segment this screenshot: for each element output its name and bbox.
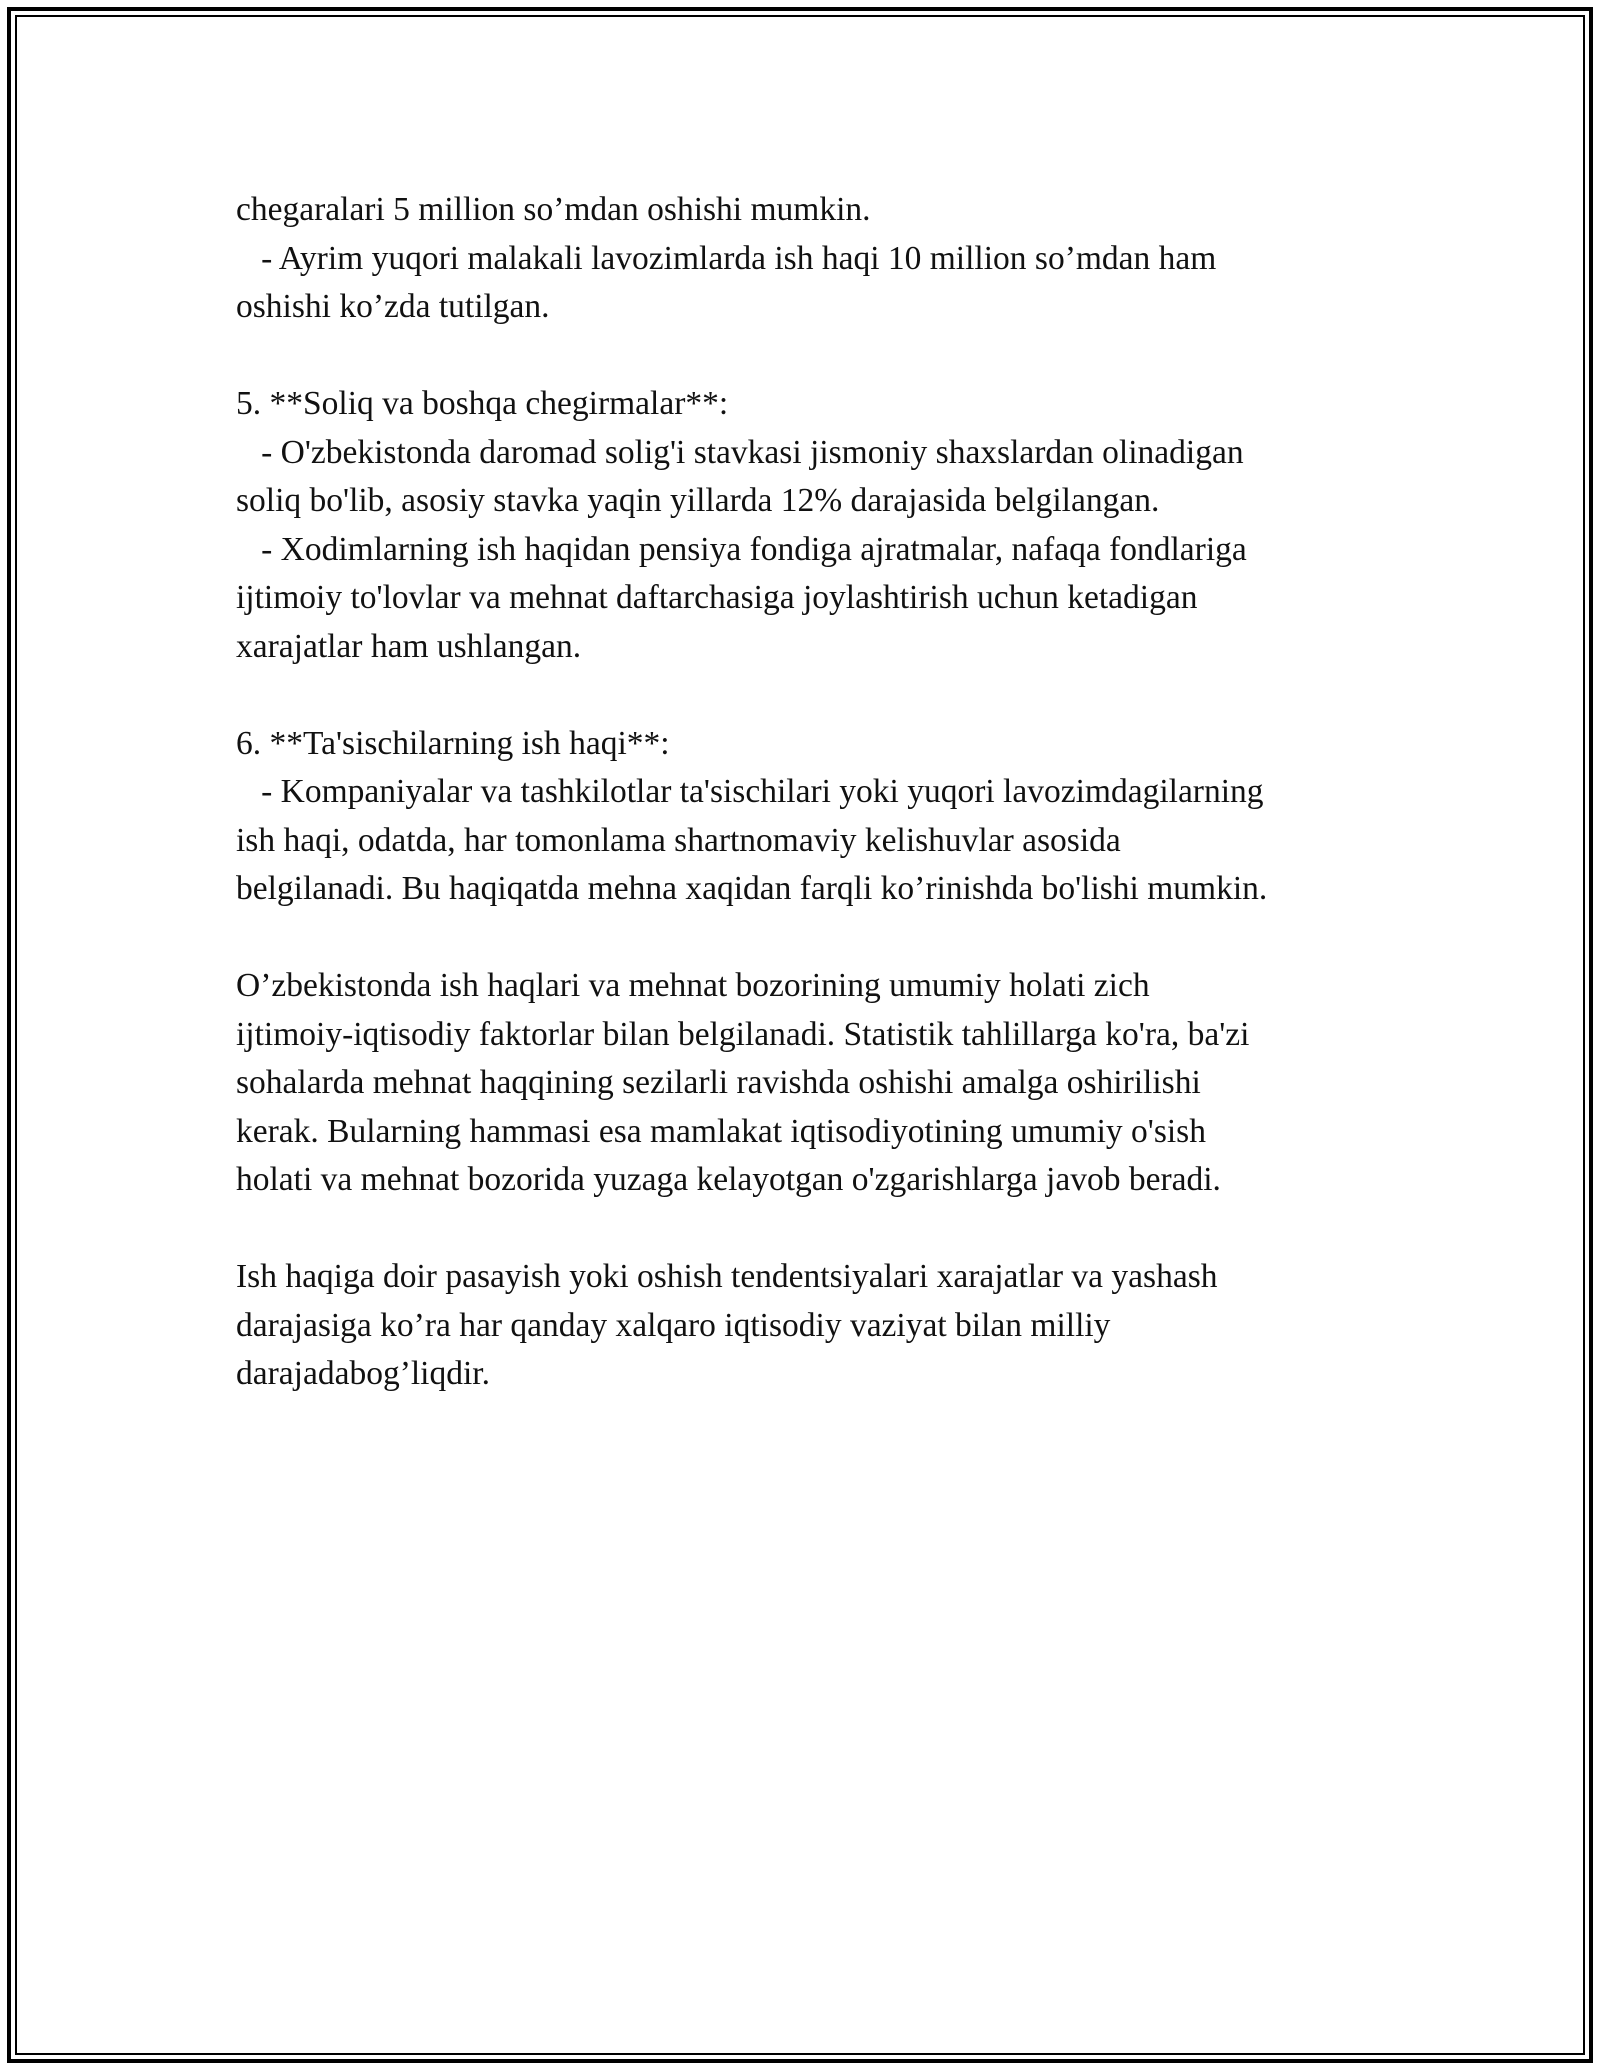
text-line: kerak. Bularning hammasi esa mamlakat iqtisodiyotining umumiy o'sish [236, 1112, 1206, 1150]
text-line: - Kompaniyalar va tashkilotlar ta'sischilari yoki yuqori lavozimdagilarning [236, 773, 1264, 810]
document-body [236, 186, 1386, 1399]
text-line: - Ayrim yuqori malakali lavozimlarda ish haqi 10 million so’mdan ham [236, 239, 1217, 277]
text-line: Ish haqiga doir pasayish yoki oshish tendentsiyalari xarajatlar va yashash [236, 1258, 1218, 1295]
text-line: xarajatlar ham ushlangan. [236, 627, 582, 665]
text-line: oshishi ko’zda tutilgan. [236, 288, 550, 325]
text-line: darajasiga ko’ra har qanday xalqaro iqtisodiy vaziyat bilan milliy [236, 1306, 1111, 1344]
text-line: ijtimoiy to'lovlar va mehnat daftarchasiga joylashtirish uchun ketadigan [236, 579, 1198, 616]
blank-line [236, 1205, 1386, 1254]
text-line: O’zbekistonda ish haqlari va mehnat bozorining umumiy holati zich [236, 967, 1150, 1004]
text-line: darajadabog’liqdir. [236, 1355, 490, 1392]
text-line: ijtimoiy-iqtisodiy faktorlar bilan belgilanadi. Statistik tahlillarga ko'ra, ba'zi [236, 1015, 1250, 1053]
blank-line [236, 332, 1386, 381]
blank-line [236, 914, 1386, 963]
text-line: ish haqi, odatda, har tomonlama shartnomaviy kelishuvlar asosida [236, 821, 1121, 859]
text-line: holati va mehnat bozorida yuzaga kelayotgan o'zgarishlarga javob beradi. [236, 1161, 1221, 1198]
text-line: sohalarda mehnat haqqining sezilarli ravishda oshishi amalga oshirilishi [236, 1064, 1201, 1101]
text-line: soliq bo'lib, asosiy stavka yaqin yillarda 12% darajasida belgilangan. [236, 482, 1160, 519]
text-line: - Xodimlarning ish haqidan pensiya fondiga ajratmalar, nafaqa fondlariga [236, 530, 1247, 568]
section-heading: 6. **Ta'sischilarning ish haqi**: [236, 724, 670, 762]
text-line: belgilanadi. Bu haqiqatda mehna xaqidan farqli ko’rinishda bo'lishi mumkin. [236, 870, 1268, 907]
section-heading: 5. **Soliq va boshqa chegirmalar**: [236, 385, 729, 422]
blank-line [236, 671, 1386, 720]
text-line: - O'zbekistonda daromad solig'i stavkasi jismoniy shaxslardan olinadigan [236, 433, 1244, 471]
text-line: chegaralari 5 million so’mdan oshishi mumkin. [236, 191, 871, 228]
